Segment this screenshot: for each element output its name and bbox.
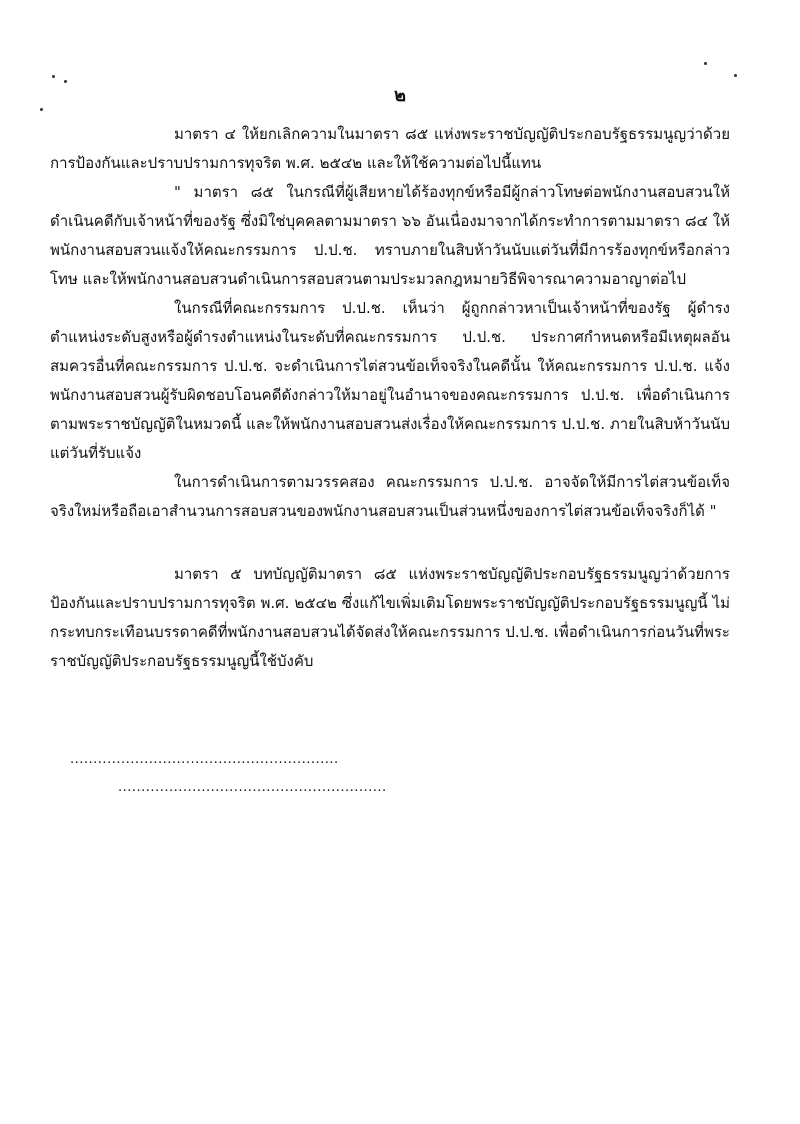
paragraph-gap (50, 526, 730, 560)
scan-speck (734, 74, 737, 77)
scan-speck (64, 80, 67, 83)
scan-speck (704, 62, 707, 65)
scan-speck (40, 108, 43, 111)
document-body (50, 120, 730, 676)
dotted-line: .......................................................... (70, 752, 339, 767)
paragraph-section-85-3: ในการดำเนินการตามวรรคสอง คณะกรรมการ ป.ป.ช. อาจจัดให้มีการไต่สวนข้อเท็จจริงใหม่หรือถือเอาสำนวนการสอบสวนของพนักงานสอบสวนเป็นส่วนหนึ่งของการไต่สวนข้อเท็จจริงก็ได้ " (50, 473, 730, 520)
page-number: ๒ (394, 85, 406, 106)
paragraph-section-85-1: " มาตรา ๘๕ ในกรณีที่ผู้เสียหายได้ร้องทุกข์หรือมีผู้กล่าวโทษต่อพนักงานสอบสวนให้ดำเนินคดีกับเจ้าหน้าที่ของรัฐ ซึ่งมิใช่บุคคลตามมาตรา ๖๖ อันเนื่องมาจากได้กระทำการตามมาตรา ๘๔ ให้พนักงานสอบสวนแจ้งให้คณะกรรมการ ป.ป.ช. ทราบภายในสิบห้าวันนับแต่วันที่มีการร้องทุกข์หรือกล่าวโทษ และให้พนักงานสอบสวนดำเนินการสอบสวนตามประมวลกฎหมายวิธีพิจารณาความอาญาต่อไป (50, 183, 730, 288)
paragraph-section-85-2: ในกรณีที่คณะกรรมการ ป.ป.ช. เห็นว่า ผู้ถูกกล่าวหาเป็นเจ้าหน้าที่ของรัฐ ผู้ดำรงตำแหน่งระดับสูงหรือผู้ดำรงตำแหน่งในระดับที่คณะกรรมการ ป.ป.ช. ประกาศกำหนดหรือมีเหตุผลอันสมควรอื่นที่คณะกรรมการ ป.ป.ช. จะดำเนินการไต่สวนข้อเท็จจริงในคดีนั้น ให้คณะกรรมการ ป.ป.ช. แจ้งพนักงานสอบสวนผู้รับผิดชอบโอนคดีดังกล่าวให้มาอยู่ในอำนาจของคณะกรรมการ ป.ป.ช. เพื่อดำเนินการตามพระราชบัญญัติในหมวดนี้ และให้พนักงานสอบสวนส่งเรื่องให้คณะกรรมการ ป.ป.ช. ภายในสิบห้าวันนับแต่วันที่รับแจ้ง (50, 299, 730, 462)
paragraph-section-4: มาตรา ๔ ให้ยกเลิกความในมาตรา ๘๕ แห่งพระราชบัญญัติประกอบรัฐธรรมนูญว่าด้วยการป้องกันและปราบปรามการทุจริต พ.ศ. ๒๕๔๒ และให้ใช้ความต่อไปนี้แทน (50, 125, 730, 172)
dotted-line: .......................................................... (118, 780, 387, 795)
paragraph-section-5: มาตรา ๕ บทบัญญัติมาตรา ๘๕ แห่งพระราชบัญญัติประกอบรัฐธรรมนูญว่าด้วยการป้องกันและปราบปรามการทุจริต พ.ศ. ๒๕๔๒ ซึ่งแก้ไขเพิ่มเติมโดยพระราชบัญญัติประกอบรัฐธรรมนูญนี้ ไม่กระทบกระเทือนบรรดาคดีที่พนักงานสอบสวนได้จัดส่งให้คณะกรรมการ ป.ป.ช. เพื่อดำเนินการก่อนวันที่พระราชบัญญัติประกอบรัฐธรรมนูญนี้ใช้บังคับ (50, 565, 730, 670)
scan-speck (52, 75, 55, 78)
